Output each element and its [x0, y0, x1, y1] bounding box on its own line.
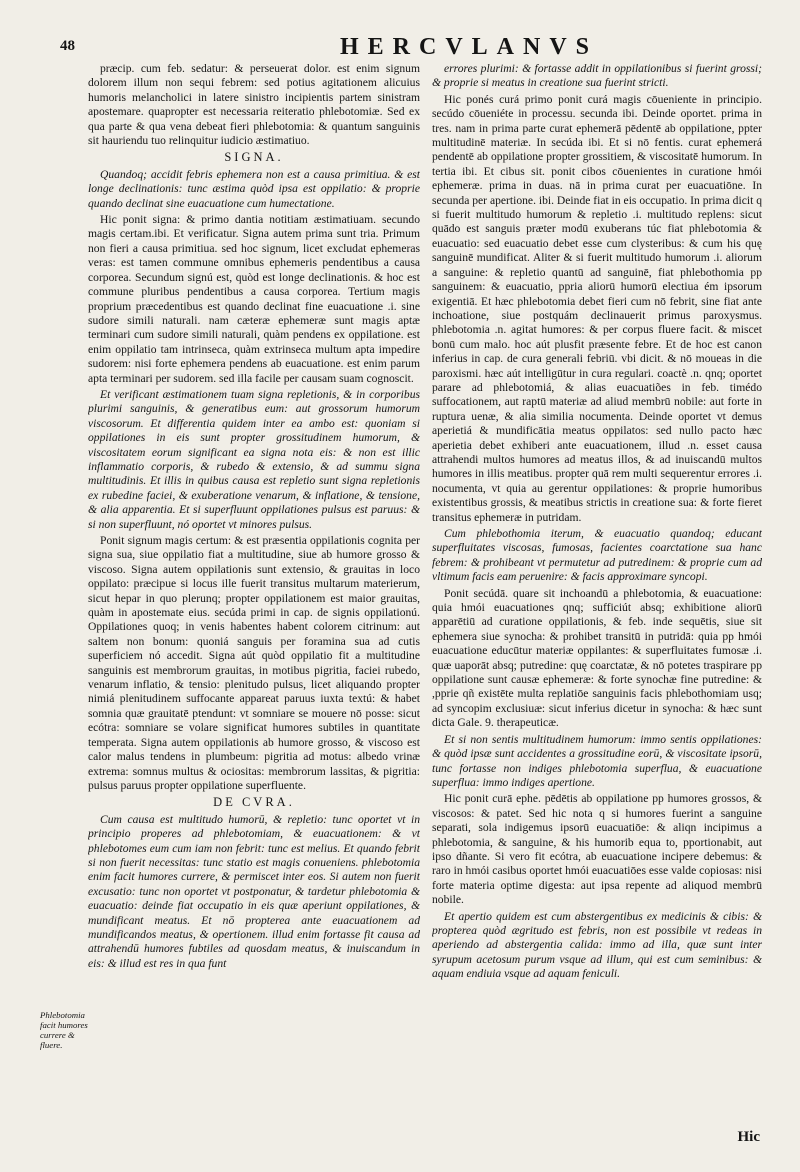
- text-paragraph: præcip. cum feb. sedatur: & perseuerat dolor. est enim signum dolorem illum non sequi febrem: sed potius agitationem alicuius humoris melancholici in latere sinistro incipientis partem sinistram apostemare. quapropter est necessaria reiteratio phlebotomiæ. Sed ex qua parte & qua vena debeat fieri phlebotomia: & quantum sanguinis sit hauriendu tuo relinquitur iudicio æstimatiuo.: [88, 62, 420, 148]
- folio-number: 48: [60, 38, 75, 54]
- text-paragraph: Ponit secúdā. quare sit inchoandū a phlebotomia, & euacuatione: quia hmói euacuationes qnq; sufficiút absq; exhibitione aliorū apparētiū ad curatione oppilationis, & feb. inde sequētis, siue sit ephemera siue synocha: & prohibet transitū in putridā: quia pp hmói euacuatione educūtur materiæ oppilantes: & superfluitates fumosæ .i. quæ uaporāt absq; putredine: quę coarctatæ, & nō potetes traspirare pp oppilatione sunt causæ ephemeræ: & forte synochæ fine putredine: & ,pprie qñ existēte multa replatiōe sanguinis facis phlebothomiam usq; ad syncopim exclusiuæ: sicut inferius dicetur in synocha: & hæc sunt dicta Gale. 9. therapeuticæ.: [432, 586, 762, 730]
- text-paragraph: Hic ponit signa: & primo dantia notitiam æstimatiuam. secundo magis certam.ibi. Et verificatur. Signa autem prima sunt tria. Primum non fieri a causa primitiua. sed hoc signum, licet excludat ephemeras veras: est tamen commune omnibus ephemeris pendentibus a causa corporea. Secundum signú est, quòd est longe declinationis. & hoc est commune pluribus pendentibus a causa corporea. Tertium magis proprium præcedentibus est quando declinat fine euacuatione .i. sine sudore simili naturali. nam cæteræ ephemeræ sunt magis aptæ terminari cum sudore simili naturali, quàm pendens ex oppilatione. est enim oppilatio tam intrinseca, quàm extrinseca multum apta impedire sudorem: nisi forte ephemera pendens ab euacuatione. est enim parum apta terminari per sudorem. sed illa facile per causam suam cognoscit.: [88, 213, 420, 385]
- commentary-paragraph: Cum phlebothomia iterum, & euacuatio quandoq; educant superfluitates viscosas, fumosas, facientes coarctatione sua hanc febrem: & prohibeant vt permutetur ad putredinem: & proprie cum ad vltimum facis eam peruenire: & facis approximare syncopi.: [432, 527, 762, 584]
- text-paragraph: Ponit signum magis certum: & est præsentia oppilationis cognita per signa sua, siue oppilatio fiat a multitudine, siue ab humore grosso & viscoso. Signa autem oppilationis sunt extensio, & grauitas in loco oppilato: præcipue si locus ille fuerit transitus multarum materierum, sicut hepar in quo plerunq; propter oppilationem est maior grauitas, quàm in apostemate eius. secúda primi in cap. de signis oppilationú. Oppilationes quoq; in venis habentes habent colorem citrinum: aut saltem non bonum: quoniá sanguis per foramina sua ad cutis superficiem nó accedit. Signa aút quòd oppilatio fit a multitudine sanguinis est membrorum grauitas, in motibus pigritia, faciei rubedo, venarum inflatio, & tensio: plenitudo pulsus, licet aliquando propter nimiá plenitudinem suffocante appareat paruus iuxta textú: & habet somnia quæ grauitatē ptendunt: vt somniare se mouere nō posse: sicut ecótra: somniare se volare significat humores subtiles in quantitate temperata. Signa autem oppilationis ab humore grosso, & viscoso est calor malus tendens in plumbeum: pigritia ad motus: albedo vrinæ extrema: somnus multus & ociositas: membrorum lassitas, & pigritia: pulsus paruus propter oppilatione superfluente.: [88, 534, 420, 792]
- commentary-paragraph: Quandoq; accidit febris ephemera non est a causa primitiua. & est longe declinationis: tunc æstima quòd ipsa est oppilatio: & proprie quando declinat sine euacuatione cum humectatione.: [88, 167, 420, 210]
- catchword: Hic: [737, 1129, 760, 1145]
- commentary-paragraph: errores plurimi: & fortasse addit in oppilationibus si fuerint grossi; & proprie si meatus in creatione sua fuerint stricti.: [432, 62, 762, 90]
- commentary-paragraph: Et verificant æstimationem tuam signa repletionis, & in corporibus plurimi sanguinis, & generatibus eum: aut grossorum humorum viscosorum. Et differentia quidem inter ea ambo est: quoniam si oppilationes in eis sunt propter grossitudinem humorum, & viscositatem eorum significant ea signa nota eis: & non est illic inflammatio corporis, & rubedo & extensio, & ad summu signa multitudinis. Et illis in quibus causa est repletio sunt signa repletionis ex rubedine faciei, & exuberatione venarum, & inflatione, & tensione, & alia apparentia. Et si superfluunt oppilationes pulsus est paruus: & si non superfluunt, nó oportet vt minores pulsus.: [88, 387, 420, 531]
- commentary-paragraph: Et si non sentis multitudinem humorum: immo sentis oppilationes: & quòd ipsæ sunt accidentes a grossitudine eorū, & viscositate ipsorū, tunc fortasse non indiges phlebotomia superflua, & euacuatione superflua: immo indiges apertione.: [432, 732, 762, 789]
- section-heading: DE CVRA.: [213, 795, 295, 810]
- commentary-paragraph: Et apertio quidem est cum abstergentibus ex medicinis & cibis: & propterea quòd ægritudo est febris, non est possibile vt redeas in aperiendo ad abstergentia calida: immo ad illa, quæ sunt inter syrupum acetosum purum vsque ad illum, qui est cum seminibus: & aquam endiuia vsque ad aquam feniculi.: [432, 909, 762, 981]
- text-paragraph: Hic ponit curā ephe. pēdētis ab oppilatione pp humores grossos, & viscosos: & patet. Sed hic nota q si humores fuerint a sanguine separati, sola indigemus ipsorū euacuatiōe: & aliqn incipimus a phlebotomia, & sanguine, & his humorib equa to, pportionabit, aut ipso dñante. Si vero fit ecótra, ab euacuatione incipere debemus: & raro in hmói casibus oportet hmói euacuatiōes esse valde copiosas: nisi forte materia optime digesta: aut ipsa repente ad aliquod membrū nobile.: [432, 792, 762, 907]
- page-header: [60, 34, 760, 60]
- right-column: [432, 62, 762, 1122]
- running-title: HERCVLANVS: [340, 34, 599, 60]
- section-heading: SIGNA.: [224, 150, 284, 165]
- text-paragraph: Hic ponés curá primo ponit curá magis cōueniente in principio. secúdo cōueniéte in processu. secunda ibi. Deinde oportet. prima in tres. nam in prima parte curat ephemerā pēdentē ab oppilatione, ppter multitudinē materiæ. In secúda ibi. Et si nō fentis. curat ephemerá pendentē ab oppilatione propter grossitiem, & viscositatē humorum. In tertia ibi. Et cibus sit. ponit cibos cōuenientes in curatione hmói ephemeræ. prima in duas. nā in prima curat per euacuatiōne. In secunda per apertione. ibi. Deinde fiat in eis occupatio. In prima dicit q si fuerit multitudo humorum & repletio .i. multitudo replens: sicut quādo est sanguis præter modū exuberans túc fiat phlebotomia & euacuatio: sed euacuatio debet esse cum clysteribus: & cum his quę sanguinē mundificat. Aliter & si fuerit multitudo humorum .i. aliorum a sanguine: & repletio quantū ad sanguinē, fiat phlebothomia pp sanguinem: & euacuatio, ppria aliorū humorū electiua ém ipsorum exigentiā. Et hæc phlebotomia debet fieri cum nō febrit, sine fiat ante inchoatione, siue postquám declinauerit primus paroxysmus. phlebotomia .n. agitat humores: & per corpus fluere facit. & miscet bonū cum malo. hoc aút plusfit præsente febre. Et de hoc est canon inferius in cap. de cura generali febriū. vbi dicit. & nō moueas in die paroxismi. hæc aút intelligūtur in cura regulari. coactè .n. qnq; oportet parare ad phlebotomiá, & alias euacuatiões in feb. timédo suffocationem, aut raptū materiæ ad aliud membrū nobile: aut forte in ruptura uenæ, & alia similia nocumenta. Deinde oportet vt demus aperietiá & mundificātia meatus oppilatos: sed nullo pacto hæc aperietia debet exhiberi ante euacuationem, illud .n. esset causa attrahendi multos humores ad meatus illos, & ad inuiscandū multos humores in illis meatibus. propter quā rem multi sequerentur errores .i. nocumenta, vt quia au gerentur oppilationes: & proprie humoribus existentibus grossis, & meatibus strictis in creatione sua: & forte fieret transitus ephemeræ in putridam.: [432, 92, 762, 524]
- commentary-paragraph: Cum causa est multitudo humorū, & repletio: tunc oportet vt in principio properes ad phlebotomiam, & euacuationem: & vt phlebotomes eum cum iam non febrit: tunc est melius. Et quando febrit si non fuerit necessitas: tunc statio est magis conueniens. phlebotomia enim facit humores currere, & permiscet inter eos. Si autem non fuerit excusatio: tunc non oportet vt postponatur, & tardetur phlebotomia & euacuatio: deinde fiat occupatio in eis quæ aperiunt oppilationes, & mundificant meatus. Et nō propterea ante euacuationem ad mundificandos meatus, & opertionem. illud enim fortasse fit causa ad attrahendū humores fubtiles ad quosdam meatus, & inuiscandum in eis: & illud est res in qua funt: [88, 812, 420, 970]
- left-column: [88, 62, 420, 1122]
- margin-note: Phlebotomia facit humores currere & fluere.: [40, 1010, 88, 1050]
